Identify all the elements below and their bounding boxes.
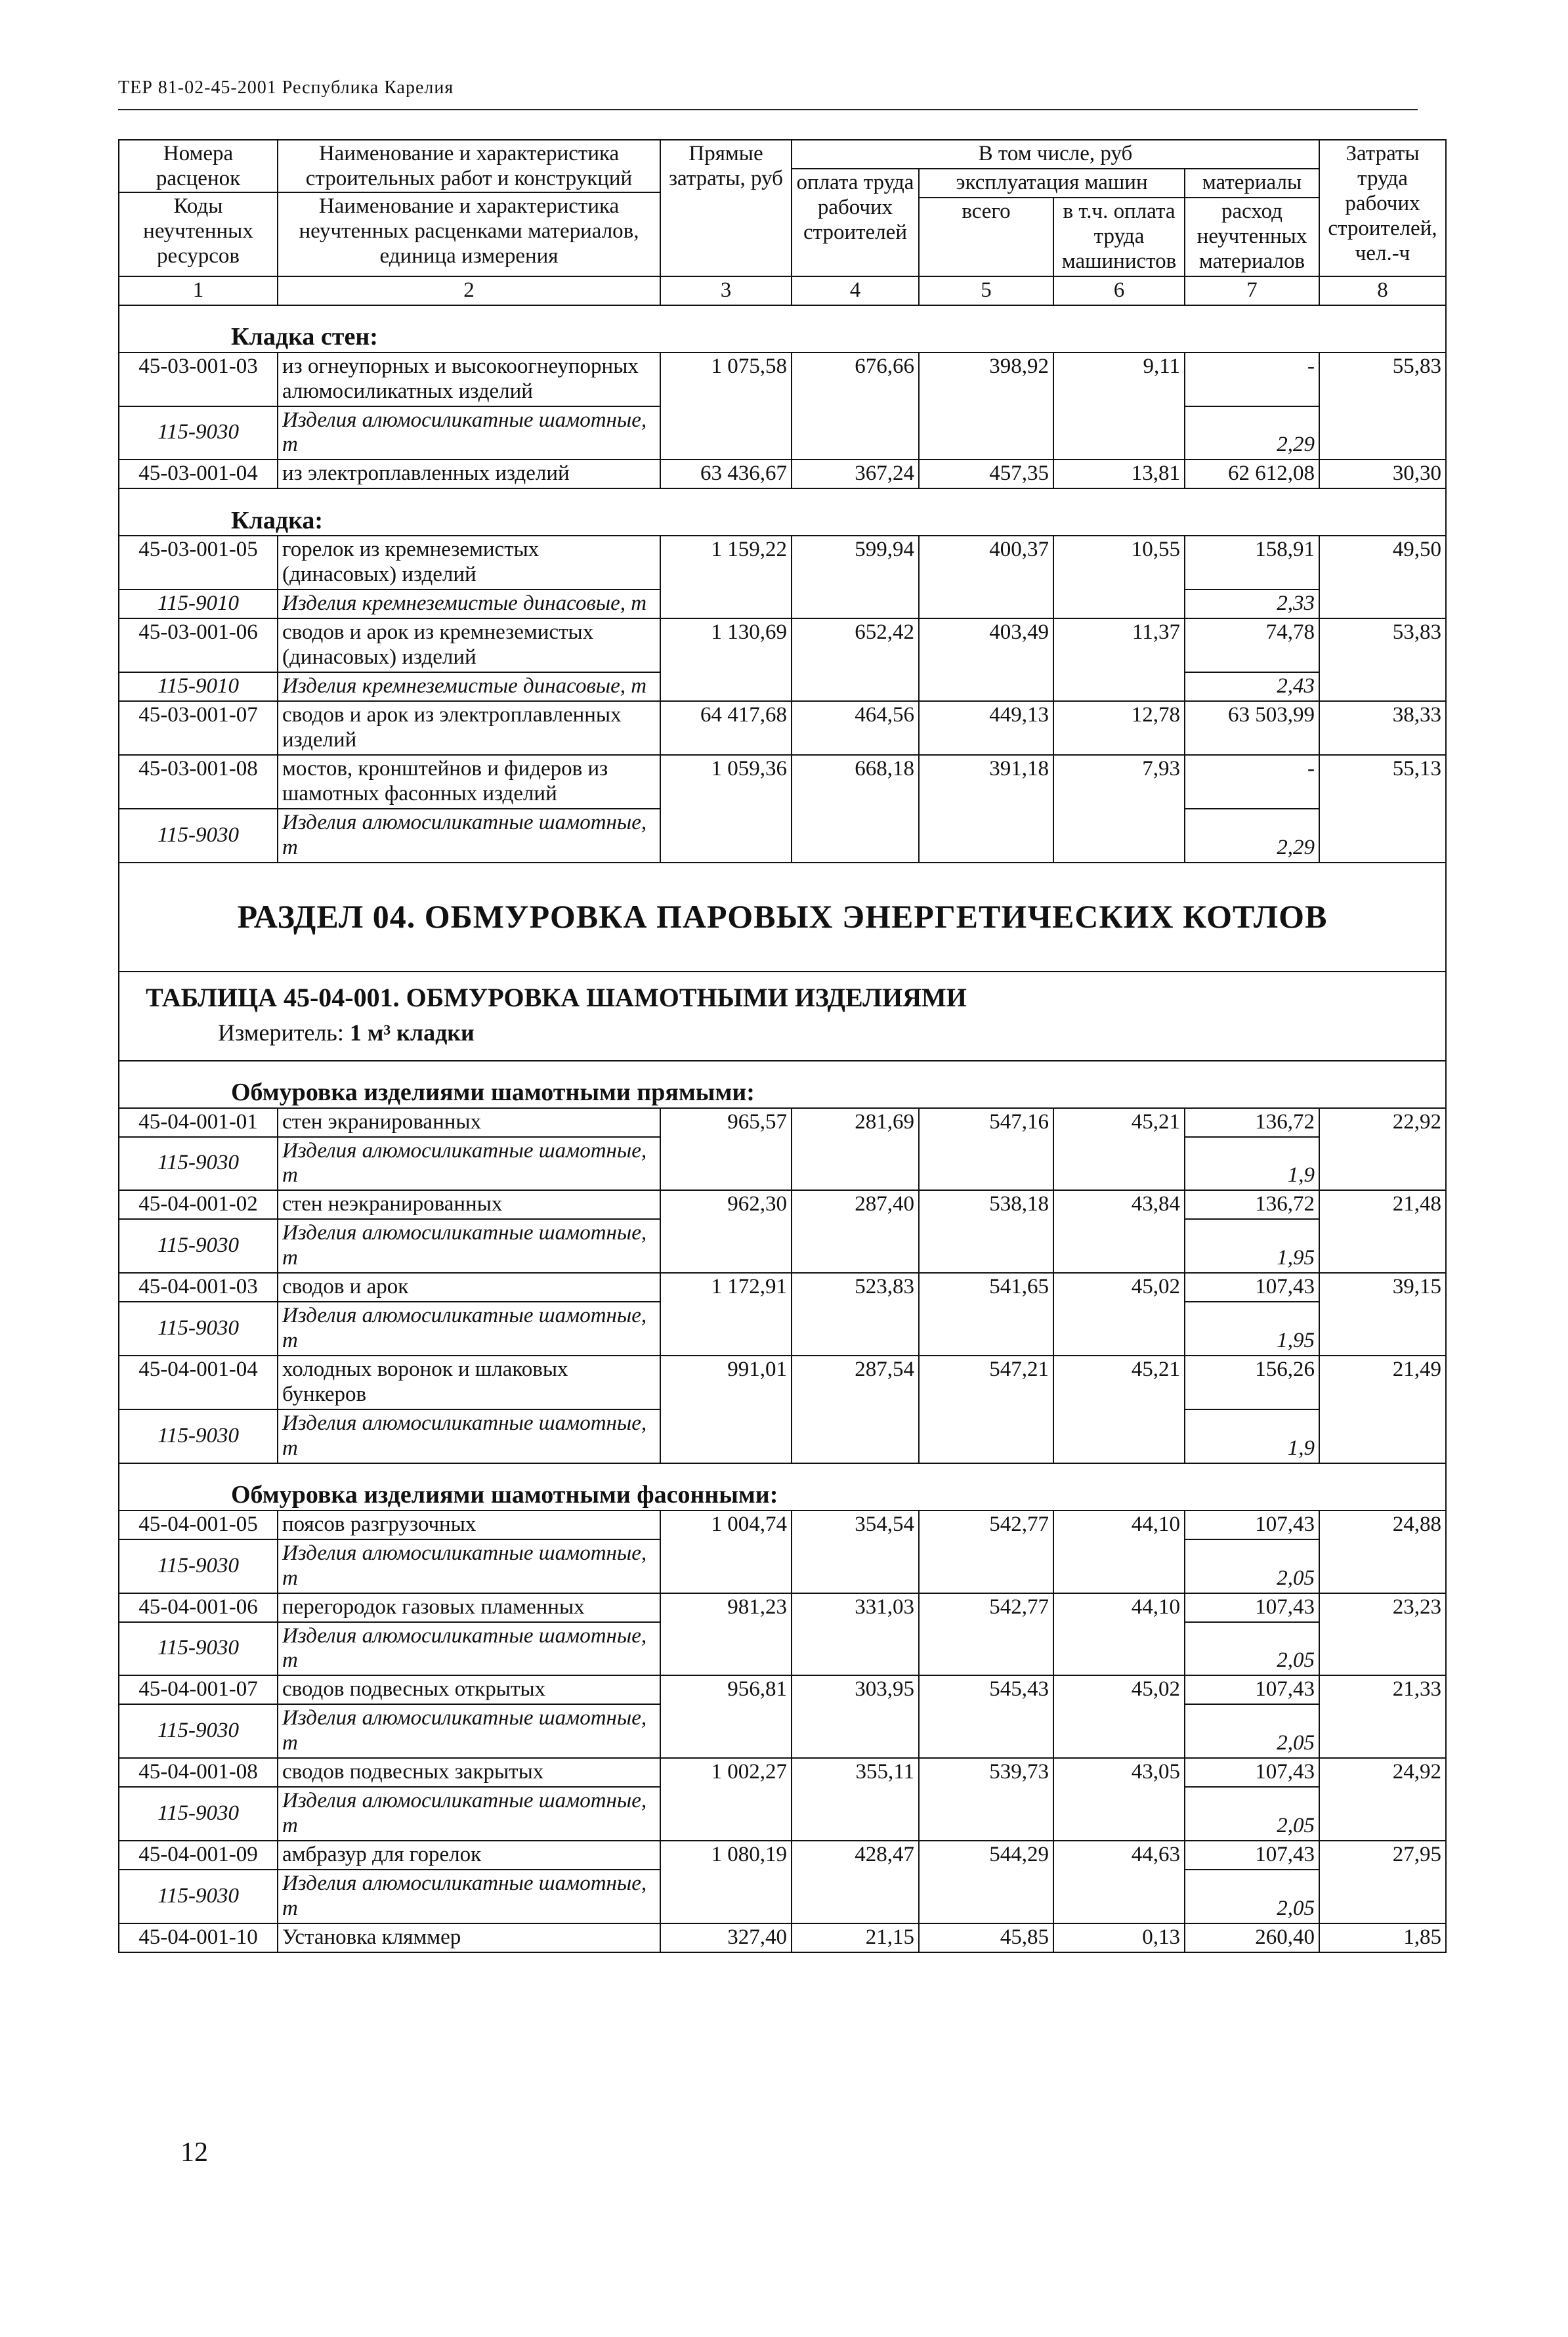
labor-hours: 24,92 [1319, 1758, 1446, 1841]
resource-code: 115-9030 [119, 406, 278, 460]
rate-code: 45-03-001-04 [119, 460, 278, 488]
resource-name: Изделия алюмосиликатные шамотные, т [278, 1137, 660, 1191]
group-title-shaped-row [119, 1463, 1446, 1511]
table-row [119, 460, 1446, 488]
header-direct-costs: Прямые затраты, руб [660, 140, 792, 276]
direct-costs: 981,23 [660, 1593, 792, 1676]
labor-pay: 367,24 [792, 460, 919, 488]
direct-costs: 956,81 [660, 1675, 792, 1758]
materials-cost: 107,43 [1185, 1273, 1319, 1302]
machines-total: 400,37 [919, 536, 1053, 618]
machinists-pay: 13,81 [1053, 460, 1185, 488]
machinists-pay: 11,37 [1053, 618, 1185, 701]
rate-code: 45-04-001-10 [119, 1923, 278, 1952]
materials-cost: 136,72 [1185, 1190, 1319, 1219]
direct-costs: 1 130,69 [660, 618, 792, 701]
work-name: из огнеупорных и высокоогнеупорных алюмосиликатных изделий [278, 353, 660, 406]
meter [146, 1019, 1445, 1046]
machinists-pay: 9,11 [1053, 353, 1185, 460]
work-name: стен экранированных [278, 1108, 660, 1137]
direct-costs: 1 004,74 [660, 1511, 792, 1593]
resource-quantity: 2,29 [1185, 406, 1319, 460]
labor-hours: 49,50 [1319, 536, 1446, 618]
labor-pay: 287,40 [792, 1190, 919, 1273]
resource-quantity: 2,05 [1185, 1622, 1319, 1676]
work-name: горелок из кремнеземистых (динасовых) изделий [278, 536, 660, 590]
materials-cost: 156,26 [1185, 1356, 1319, 1409]
machinists-pay: 43,84 [1053, 1190, 1185, 1273]
table-row [119, 1273, 1446, 1302]
rate-code: 45-04-001-09 [119, 1841, 278, 1870]
machines-total: 541,65 [919, 1273, 1053, 1356]
labor-pay: 428,47 [792, 1841, 919, 1923]
labor-pay: 355,11 [792, 1758, 919, 1841]
labor-pay: 303,95 [792, 1675, 919, 1758]
work-name: перегородок газовых пламенных [278, 1593, 660, 1622]
machinists-pay: 45,21 [1053, 1108, 1185, 1191]
resource-quantity: 2,05 [1185, 1704, 1319, 1758]
table-title-cell [119, 972, 1446, 1061]
labor-hours: 22,92 [1319, 1108, 1446, 1191]
materials-cost: - [1185, 755, 1319, 809]
group-title-shaped: Обмуровка изделиями шамотными фасонными: [119, 1463, 1446, 1511]
rate-code: 45-03-001-03 [119, 353, 278, 406]
labor-pay: 652,42 [792, 618, 919, 701]
resource-code: 115-9030 [119, 1787, 278, 1841]
meter-value: 1 м³ кладки [349, 1019, 475, 1046]
resource-code: 115-9030 [119, 1622, 278, 1676]
rate-code: 45-04-001-03 [119, 1273, 278, 1302]
table-row [119, 1675, 1446, 1704]
labor-hours: 55,83 [1319, 353, 1446, 460]
resource-code: 115-9030 [119, 1870, 278, 1923]
rate-code: 45-03-001-08 [119, 755, 278, 809]
materials-cost: 107,43 [1185, 1511, 1319, 1539]
resource-quantity: 2,05 [1185, 1539, 1319, 1593]
materials-cost: 136,72 [1185, 1108, 1319, 1137]
machinists-pay: 43,05 [1053, 1758, 1185, 1841]
machinists-pay: 44,10 [1053, 1593, 1185, 1676]
header-rate-numbers: Номера расценок [156, 142, 241, 190]
work-name: амбразур для горелок [278, 1841, 660, 1870]
resource-name: Изделия алюмосиликатные шамотные, т [278, 1409, 660, 1463]
rate-code: 45-04-001-02 [119, 1190, 278, 1219]
work-name: холодных воронок и шлаковых бункеров [278, 1356, 660, 1409]
page-header: ТЕР 81-02-45-2001 Республика Карелия [118, 77, 454, 98]
rate-code: 45-04-001-08 [119, 1758, 278, 1787]
materials-cost: 74,78 [1185, 618, 1319, 672]
work-name: сводов и арок [278, 1273, 660, 1302]
header-machines: эксплуатация машин [919, 169, 1185, 198]
labor-hours: 30,30 [1319, 460, 1446, 488]
labor-pay: 523,83 [792, 1273, 919, 1356]
machines-total: 45,85 [919, 1923, 1053, 1952]
direct-costs: 327,40 [660, 1923, 792, 1952]
direct-costs: 64 417,68 [660, 701, 792, 755]
materials-cost: 158,91 [1185, 536, 1319, 590]
direct-costs: 1 080,19 [660, 1841, 792, 1923]
rate-code: 45-04-001-05 [119, 1511, 278, 1539]
resource-name: Изделия алюмосиликатные шамотные, т [278, 1870, 660, 1923]
direct-costs: 991,01 [660, 1356, 792, 1463]
machinists-pay: 44,63 [1053, 1841, 1185, 1923]
resource-quantity: 1,95 [1185, 1302, 1319, 1356]
resource-quantity: 2,29 [1185, 809, 1319, 863]
table-row [119, 1841, 1446, 1870]
work-name: сводов подвесных открытых [278, 1675, 660, 1704]
resource-name: Изделия алюмосиликатные шамотные, т [278, 1622, 660, 1676]
work-name: стен неэкранированных [278, 1190, 660, 1219]
labor-pay: 668,18 [792, 755, 919, 863]
labor-hours: 1,85 [1319, 1923, 1446, 1952]
group-title-wall-masonry: Кладка стен: [119, 305, 1446, 353]
column-number: 2 [278, 276, 660, 305]
header-machines-total: всего [919, 198, 1053, 276]
resource-quantity: 1,95 [1185, 1219, 1319, 1273]
resource-name: Изделия алюмосиликатные шамотные, т [278, 406, 660, 460]
materials-cost: 107,43 [1185, 1758, 1319, 1787]
resource-quantity: 2,05 [1185, 1787, 1319, 1841]
labor-hours: 23,23 [1319, 1593, 1446, 1676]
direct-costs: 962,30 [660, 1190, 792, 1273]
table-row [119, 1108, 1446, 1137]
work-name: сводов и арок из электроплавленных изделий [278, 701, 660, 755]
materials-cost: 107,43 [1185, 1593, 1319, 1622]
resource-quantity: 1,9 [1185, 1137, 1319, 1191]
page-number: 12 [180, 2137, 208, 2168]
resource-code: 115-9030 [119, 1539, 278, 1593]
resource-code: 115-9010 [119, 672, 278, 701]
table-row [119, 755, 1446, 809]
section-title: РАЗДЕЛ 04. ОБМУРОВКА ПАРОВЫХ ЭНЕРГЕТИЧЕСКИХ КОТЛОВ [119, 863, 1446, 972]
resource-name: Изделия алюмосиликатные шамотные, т [278, 1219, 660, 1273]
labor-hours: 39,15 [1319, 1273, 1446, 1356]
table-title: ТАБЛИЦА 45-04-001. ОБМУРОВКА ШАМОТНЫМИ ИЗДЕЛИЯМИ [146, 982, 967, 1012]
rate-code: 45-03-001-05 [119, 536, 278, 590]
header-materials: материалы [1185, 169, 1319, 198]
materials-cost: 63 503,99 [1185, 701, 1319, 755]
group-title-straight: Обмуровка изделиями шамотными прямыми: [119, 1061, 1446, 1108]
resource-code: 115-9030 [119, 809, 278, 863]
header-machinists-pay: в т.ч. оплата труда машинистов [1053, 198, 1185, 276]
work-name: из электроплавленных изделий [278, 460, 660, 488]
machinists-pay: 44,10 [1053, 1511, 1185, 1593]
group-title-masonry: Кладка: [119, 488, 1446, 536]
labor-pay: 354,54 [792, 1511, 919, 1593]
table-title-row [119, 972, 1446, 1061]
header-row-1 [119, 140, 1446, 169]
resource-name: Изделия алюмосиликатные шамотные, т [278, 1539, 660, 1593]
table-row [119, 1356, 1446, 1409]
header-in-total: В том числе, руб [792, 140, 1319, 169]
section-title-row [119, 863, 1446, 972]
machines-total: 449,13 [919, 701, 1053, 755]
table-row [119, 1923, 1446, 1952]
resource-quantity: 1,9 [1185, 1409, 1319, 1463]
materials-cost: 260,40 [1185, 1923, 1319, 1952]
direct-costs: 1 075,58 [660, 353, 792, 460]
machinists-pay: 45,21 [1053, 1356, 1185, 1463]
labor-hours: 21,48 [1319, 1190, 1446, 1273]
column-number: 5 [919, 276, 1053, 305]
column-number: 7 [1185, 276, 1319, 305]
header-work-names: Наименование и характеристика строительных работ и конструкций [305, 142, 633, 190]
machines-total: 457,35 [919, 460, 1053, 488]
table-row [119, 1758, 1446, 1787]
machinists-pay: 45,02 [1053, 1675, 1185, 1758]
labor-hours: 24,88 [1319, 1511, 1446, 1593]
machines-total: 398,92 [919, 353, 1053, 460]
machines-total: 539,73 [919, 1758, 1053, 1841]
machines-total: 391,18 [919, 755, 1053, 863]
resource-code: 115-9030 [119, 1704, 278, 1758]
resource-code: 115-9030 [119, 1137, 278, 1191]
labor-pay: 281,69 [792, 1108, 919, 1191]
direct-costs: 1 059,36 [660, 755, 792, 863]
resource-name: Изделия алюмосиликатные шамотные, т [278, 809, 660, 863]
machines-total: 544,29 [919, 1841, 1053, 1923]
resource-code: 115-9030 [119, 1302, 278, 1356]
resource-name: Изделия алюмосиликатные шамотные, т [278, 1787, 660, 1841]
group-title-wall-masonry-row [119, 305, 1446, 353]
rate-code: 45-03-001-06 [119, 618, 278, 672]
materials-cost: - [1185, 353, 1319, 406]
resource-code: 115-9010 [119, 590, 278, 618]
work-name: мостов, кронштейнов и фидеров из шамотных фасонных изделий [278, 755, 660, 809]
direct-costs: 1 159,22 [660, 536, 792, 618]
table-row [119, 1190, 1446, 1219]
group-title-straight-row [119, 1061, 1446, 1108]
rate-code: 45-04-001-07 [119, 1675, 278, 1704]
rates-table [118, 139, 1447, 1953]
work-name: сводов подвесных закрытых [278, 1758, 660, 1787]
column-number: 8 [1319, 276, 1446, 305]
labor-pay: 331,03 [792, 1593, 919, 1676]
table-row [119, 1593, 1446, 1622]
resource-name: Изделия алюмосиликатные шамотные, т [278, 1704, 660, 1758]
labor-pay: 287,54 [792, 1356, 919, 1463]
labor-pay: 676,66 [792, 353, 919, 460]
labor-hours: 27,95 [1319, 1841, 1446, 1923]
labor-hours: 53,83 [1319, 618, 1446, 701]
machines-total: 547,16 [919, 1108, 1053, 1191]
table-row [119, 701, 1446, 755]
table-row [119, 1511, 1446, 1539]
labor-pay: 464,56 [792, 701, 919, 755]
direct-costs: 1 172,91 [660, 1273, 792, 1356]
rate-code: 45-04-001-04 [119, 1356, 278, 1409]
labor-pay: 21,15 [792, 1923, 919, 1952]
header-labor-costs: Затраты труда рабочих строителей, чел.-ч [1319, 140, 1446, 276]
header-materials-cost: расход неучтенных материалов [1185, 198, 1319, 276]
direct-costs: 1 002,27 [660, 1758, 792, 1841]
resource-name: Изделия алюмосиликатные шамотные, т [278, 1302, 660, 1356]
machines-total: 538,18 [919, 1190, 1053, 1273]
resource-code: 115-9030 [119, 1409, 278, 1463]
group-title-masonry-row [119, 488, 1446, 536]
work-name: Установка кляммер [278, 1923, 660, 1952]
column-number: 1 [119, 276, 278, 305]
machines-total: 403,49 [919, 618, 1053, 701]
resource-quantity: 2,43 [1185, 672, 1319, 701]
resource-quantity: 2,05 [1185, 1870, 1319, 1923]
header-rule [118, 109, 1418, 110]
rate-code: 45-03-001-07 [119, 701, 278, 755]
machinists-pay: 12,78 [1053, 701, 1185, 755]
resource-name: Изделия кремнеземистые динасовые, т [278, 590, 660, 618]
header-names [278, 140, 660, 276]
header-labor-pay: оплата труда рабочих строителей [792, 169, 919, 276]
machines-total: 542,77 [919, 1593, 1053, 1676]
machines-total: 542,77 [919, 1511, 1053, 1593]
direct-costs: 965,57 [660, 1108, 792, 1191]
labor-hours: 55,13 [1319, 755, 1446, 863]
work-name: поясов разгрузочных [278, 1511, 660, 1539]
machinists-pay: 0,13 [1053, 1923, 1185, 1952]
rate-code: 45-04-001-06 [119, 1593, 278, 1622]
column-numbers-row [119, 276, 1446, 305]
machinists-pay: 45,02 [1053, 1273, 1185, 1356]
column-number: 3 [660, 276, 792, 305]
materials-cost: 62 612,08 [1185, 460, 1319, 488]
meter-label: Измеритель: [218, 1019, 344, 1046]
header-material-names: Наименование и характеристика неучтенных расценками материалов, единица измерения [278, 192, 660, 269]
table-row [119, 536, 1446, 590]
machines-total: 545,43 [919, 1675, 1053, 1758]
header-resource-codes: Коды неучтенных ресурсов [119, 192, 277, 269]
table-row [119, 353, 1446, 406]
labor-hours: 21,33 [1319, 1675, 1446, 1758]
header-codes [119, 140, 278, 276]
resource-name: Изделия кремнеземистые динасовые, т [278, 672, 660, 701]
direct-costs: 63 436,67 [660, 460, 792, 488]
machinists-pay: 10,55 [1053, 536, 1185, 618]
resource-code: 115-9030 [119, 1219, 278, 1273]
materials-cost: 107,43 [1185, 1841, 1319, 1870]
work-name: сводов и арок из кремнеземистых (динасовых) изделий [278, 618, 660, 672]
table-row [119, 618, 1446, 672]
column-number: 6 [1053, 276, 1185, 305]
resource-quantity: 2,33 [1185, 590, 1319, 618]
machinists-pay: 7,93 [1053, 755, 1185, 863]
materials-cost: 107,43 [1185, 1675, 1319, 1704]
labor-hours: 21,49 [1319, 1356, 1446, 1463]
labor-pay: 599,94 [792, 536, 919, 618]
rate-code: 45-04-001-01 [119, 1108, 278, 1137]
labor-hours: 38,33 [1319, 701, 1446, 755]
column-number: 4 [792, 276, 919, 305]
machines-total: 547,21 [919, 1356, 1053, 1463]
